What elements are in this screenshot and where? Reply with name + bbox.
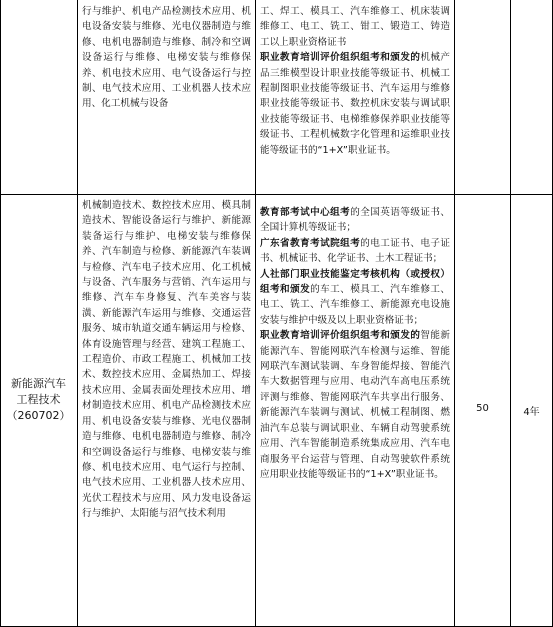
row2-cert-text: [260, 205, 450, 482]
row2-majors-cell: [82, 198, 251, 522]
row2-majors-text: 机械制造技术、数控技术应用、模具制造技术、智能设备运行与维护、新能源装备运行与维护、电梯安装与维修保养、汽车制造与检修、新能源汽车装调与检修、汽车电子技术应用、化工机械与设备、汽车服务与营销、汽车运用与维修、汽车车身修复、汽车美容与装潢、新能源汽车运用与维修、交通运营服务、城市轨道交通车辆运用与检修、体育设施管理与经营、建筑工程施工、工程造价、市政工程施工、机械加工技术、数控技术应用、金属热加工、焊接技术应用、金属表面处理技术应用、增材制造技术应用、机电产品检测技术应用、机电设备安装与维修、光电仪器制造与维修、电机电器制造与维修、制冷和空调设备运行与维修、电梯安装与维修、机电技术应用、电气运行与控制、电气技术应用、工业机器人技术应用、光伏工程技术与应用、风力发电设备运行与维护、太阳能与沼气技术利用: [82, 200, 251, 520]
enrollment-count: 50: [476, 403, 489, 414]
program-name-cell: [0, 376, 77, 424]
cert-text-3: 的车工、模具工、汽车维修工、电工、铣工、汽车维修工、新能源充电设施安装与维护中级及以上职业资格证书；: [260, 284, 451, 326]
cert-text-1: 的全国英语等级证书、全国计算机等级证书；: [260, 207, 450, 234]
column-divider-4: [510, 0, 511, 627]
program-code: （260702）: [6, 409, 71, 422]
row1-majors-text: 行与维护、机电产品检测技术应用、机电设备安装与维修、光电仪器制造与维修、电机电器制造与维修、制冷和空调设备运行与维修、电梯安装与维修保养、机电技术应用、电气设备运行与控制、电气技术应用、工业机器人技术应用、化工机械与设备: [82, 6, 251, 110]
cert-text-4: 智能新能源汽车、智能网联汽车检测与运维、智能网联汽车测试装调、车身智能焊接、智能汽车大数据管理与应用、电动汽车高电压系统评测与维修、智能网联汽车共享出行服务、新能源汽车装调与测试、机械工程制图、燃油汽车总装与调试职业、车辆自动驾驶系统应用、汽车智能制造系统集成应用、汽车电商服务平台运营与管理、自动驾驶软件系统应用职业技能等级证书的“1+X”职业证书。: [260, 330, 451, 480]
row2-cert-cell: [260, 205, 450, 482]
row1-majors-cell: [82, 4, 251, 112]
program-name: 新能源汽车工程技术: [11, 377, 66, 406]
cert-org-4: 职业教育培训评价组织组考和颁发的: [260, 330, 421, 342]
cert-text-2: 的电工证书、电子证书、机械证书、化学证书、土木工程证书；: [260, 237, 451, 265]
cert-org-3: 人社部门职业技能鉴定考核机构（或授权）组考和颁发: [260, 268, 450, 296]
row1-cert-org: 职业教育培训评价组织组考和颁发的: [260, 52, 421, 64]
program-duration: 4年: [523, 407, 540, 418]
cert-org-1: 教育部考试中心组考: [260, 207, 351, 218]
row1-cert-cell: [260, 4, 450, 158]
row1-cert-part1: 工、焊工、模具工、汽车维修工、机床装调维修工、电工、铣工、钳工、锻造工、铸造工以上职业资格证书: [260, 6, 450, 48]
row1-cert-part2: 机械产品三维模型设计职业技能等级证书、机械工程制图职业技能等级证书、汽车运用与维修职业技能等级证书、数控机床安装与调试职业技能等级证书、电梯维修保养职业技能等级证书、工程机械数字化管理和运维职业技能等级证书的“1+X”职业证书。: [260, 52, 451, 156]
row1-cert-text: [260, 4, 450, 158]
cert-org-2: 广东省教育考试院组考: [260, 237, 361, 249]
column-divider-2: [255, 0, 256, 627]
column-divider-1: [77, 0, 78, 627]
table-border-left: [0, 0, 1, 627]
row-divider: [0, 194, 553, 195]
column-divider-3: [454, 0, 455, 627]
